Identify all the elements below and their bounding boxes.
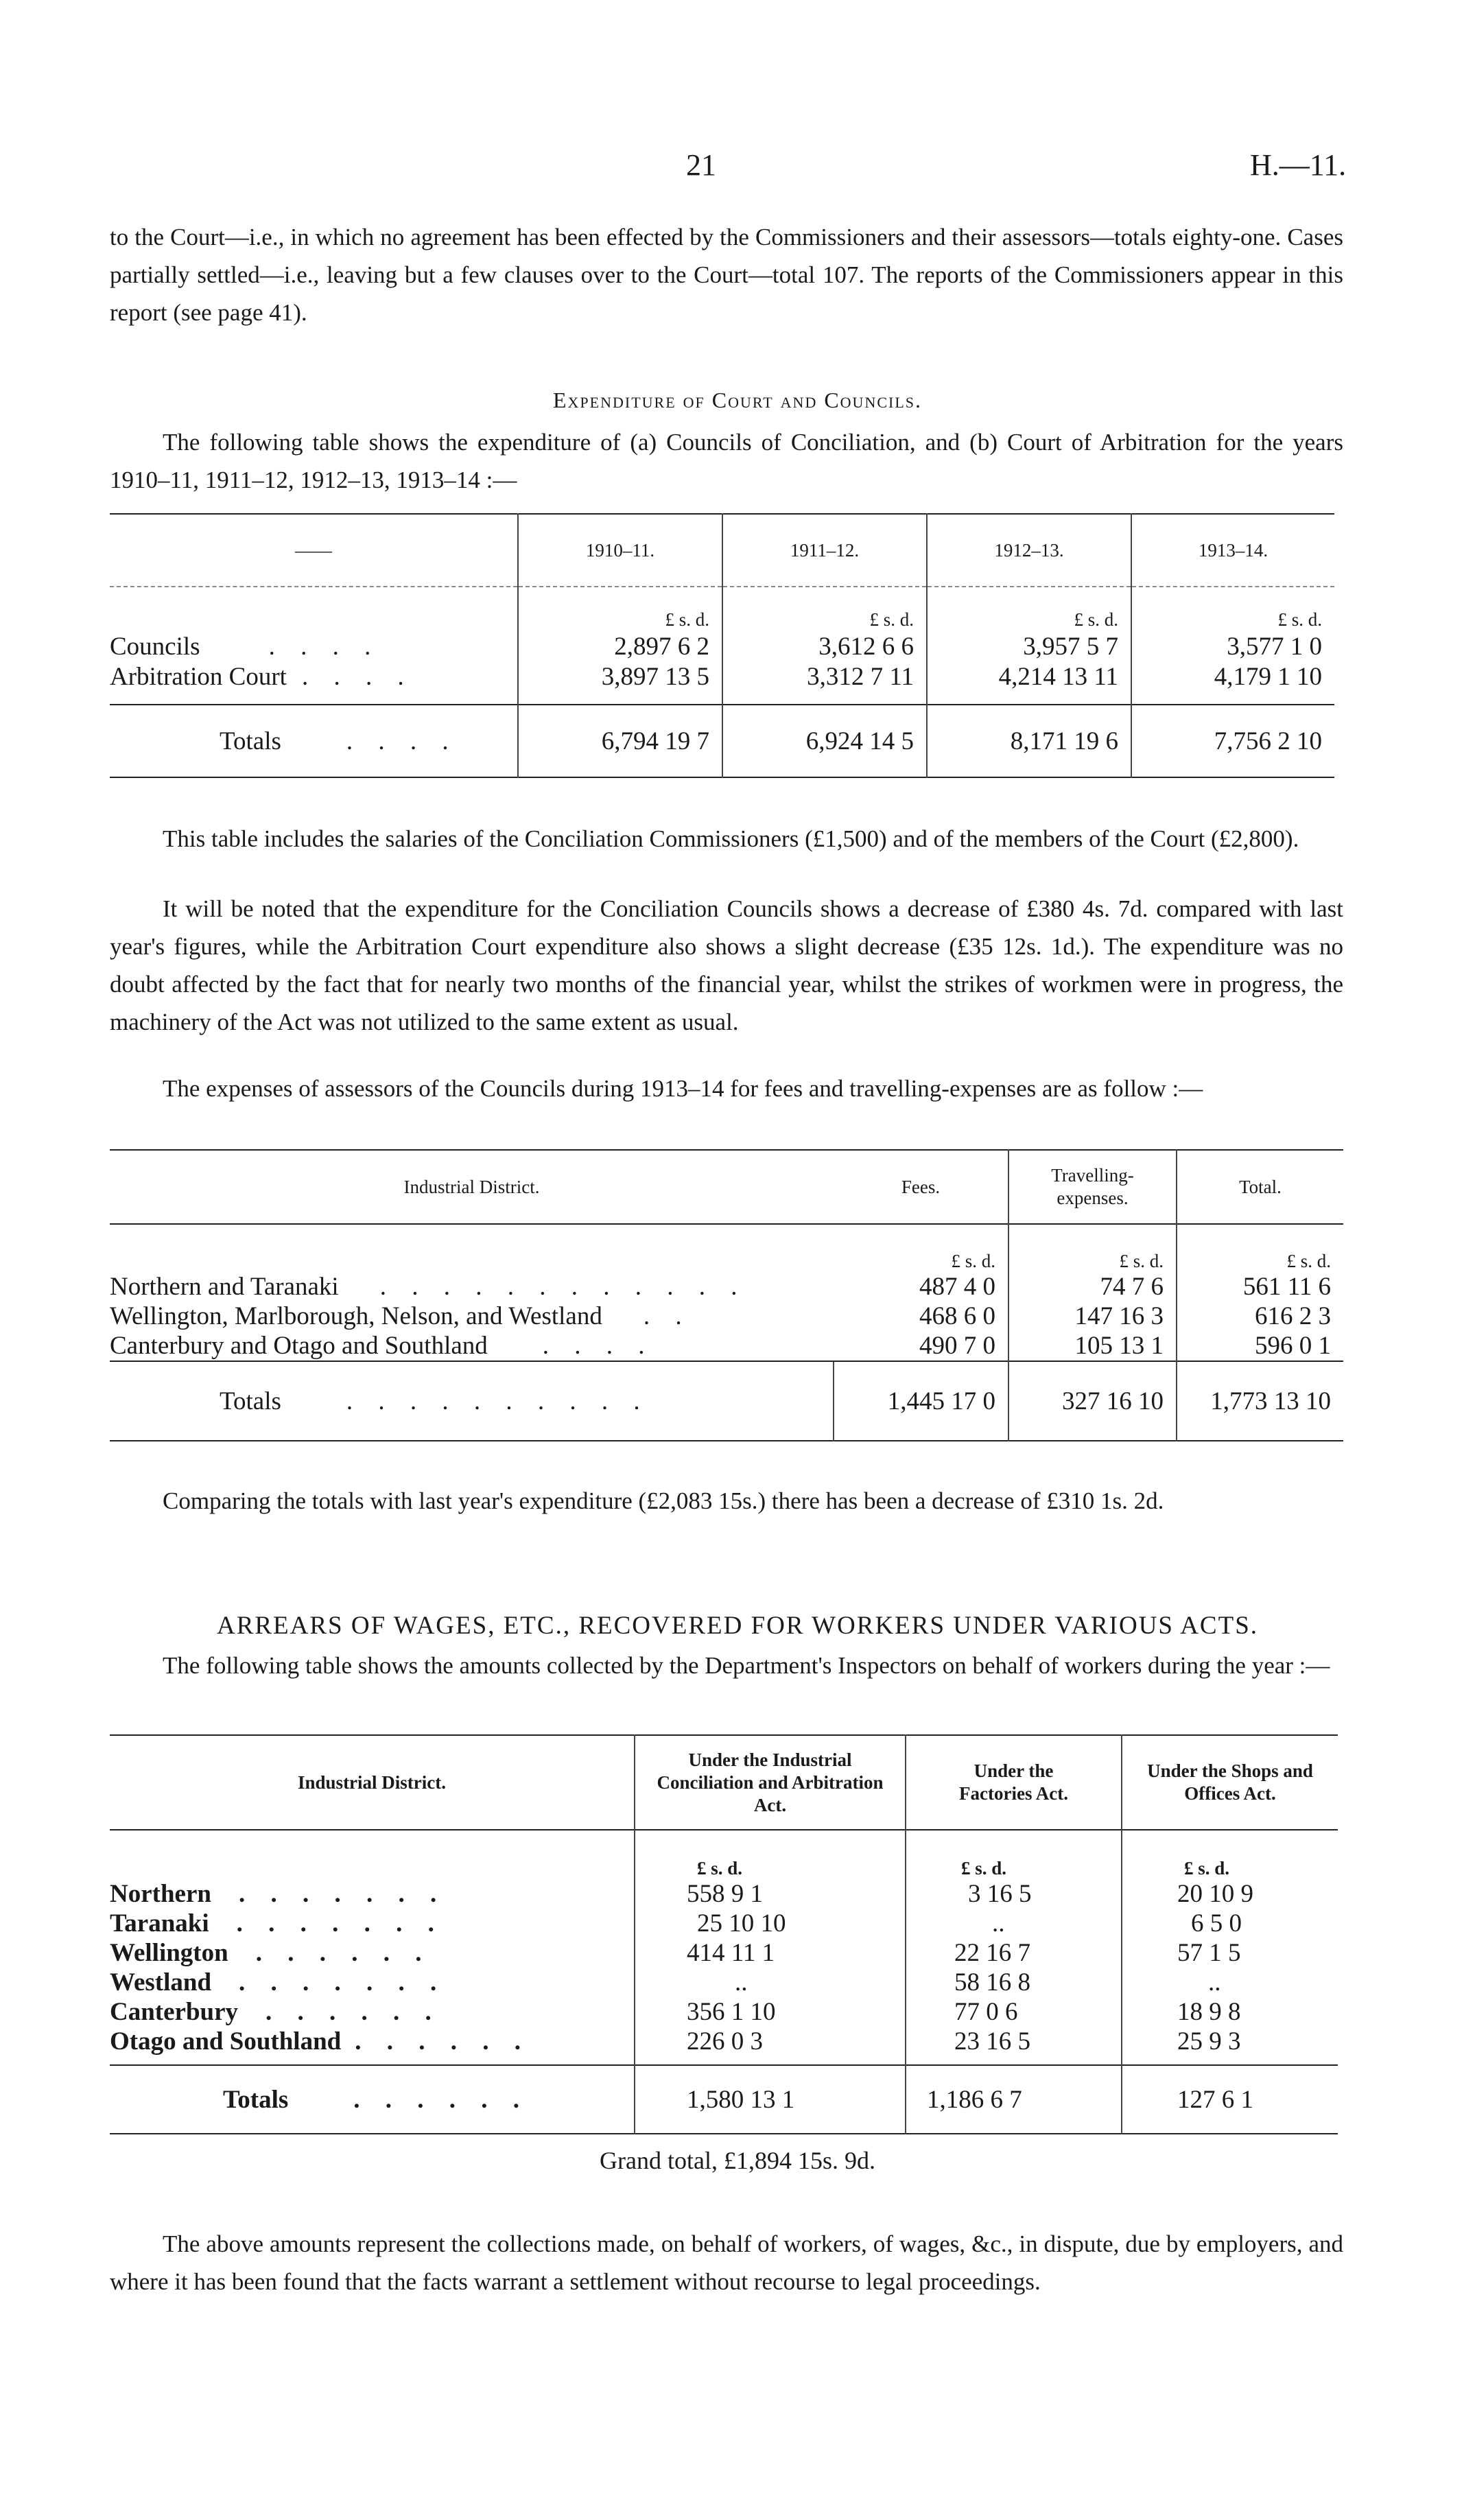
table-row <box>110 1909 1338 1938</box>
row-label: Westland <box>110 1968 212 1997</box>
table-row <box>110 2027 1338 2065</box>
table-row <box>110 631 1334 662</box>
expenditure-table <box>110 513 1334 778</box>
leader-dots: . . . . <box>542 1332 654 1360</box>
table-row <box>110 1331 1343 1361</box>
leader-dots: . . . . . . . . . . <box>346 1387 650 1415</box>
factories-header: Under the Factories Act. <box>906 1735 1122 1830</box>
section-heading-arrears: ARREARS OF WAGES, ETC., RECOVERED FOR WORKERS UNDER VARIOUS ACTS. <box>216 1612 1259 1640</box>
table-cell: 3,312 7 11 <box>722 662 927 705</box>
unit-header: £ s. d. <box>1008 1224 1177 1272</box>
totals-row <box>110 705 1334 777</box>
table-cell: 616 2 3 <box>1177 1302 1343 1331</box>
salaries-note: This table includes the salaries of the Conciliation Commissioners (£1,500) and of the members of the Court (£2,800). <box>163 825 1299 852</box>
row-label: Wellington, Marlborough, Nelson, and Westland <box>110 1302 602 1330</box>
comparison-paragraph: Comparing the totals with last year's expenditure (£2,083 15s.) there has been a decrease of £310 1s. 2d. <box>163 1487 1164 1514</box>
year-header: 1910–11. <box>518 514 722 587</box>
table-cell: 3,577 1 0 <box>1131 631 1334 662</box>
document-reference: H.—11. <box>1250 148 1347 182</box>
table-cell: .. <box>635 1968 906 1997</box>
unit-header: £ s. d. <box>518 587 722 631</box>
table-cell: 147 16 3 <box>1008 1302 1177 1331</box>
table-cell: 6,794 19 7 <box>518 705 722 777</box>
stub-header: —— <box>295 539 332 561</box>
table-cell: 6 5 0 <box>1122 1909 1338 1938</box>
unit-header: £ s. d. <box>951 1251 995 1271</box>
table-cell: .. <box>1122 1968 1338 1997</box>
leader-dots: . . . . . . . <box>239 1968 447 1997</box>
unit-header: £ s. d. <box>1131 587 1334 631</box>
table-cell: 490 7 0 <box>919 1332 995 1360</box>
arrears-table <box>110 1734 1338 2134</box>
leader-dots: . . <box>643 1302 692 1330</box>
table-cell: 105 13 1 <box>1008 1331 1177 1361</box>
table-cell: 25 10 10 <box>635 1909 906 1938</box>
table-cell: 4,214 13 11 <box>927 662 1131 705</box>
table-cell: 3,612 6 6 <box>722 631 927 662</box>
table-cell: 20 10 9 <box>1122 1879 1338 1909</box>
table-cell: 1,445 17 0 <box>834 1361 1008 1441</box>
page-number: 21 <box>686 148 716 182</box>
intro-paragraph: to the Court—i.e., in which no agreement has been effected by the Commissioners and their assessors—totals eighty-one. Cases partially settled—i.e., leaving but a few clauses over to the Court—total 107. The reports of the Commissioners appear in this report (see page 41). <box>110 224 1343 326</box>
assessors-table <box>110 1149 1343 1441</box>
table-cell: 561 11 6 <box>1177 1272 1343 1302</box>
leader-dots: . . . . . . . <box>238 1880 447 1908</box>
leader-dots: . . . . . . . . . . . . <box>379 1273 747 1301</box>
leader-dots: . . . . <box>301 663 414 691</box>
table-cell: 25 9 3 <box>1122 2027 1338 2065</box>
table-row <box>110 1879 1338 1909</box>
unit-header: £ s. d. <box>722 587 927 631</box>
totals-row <box>110 2065 1338 2134</box>
table-cell: 22 16 7 <box>906 1938 1122 1968</box>
shops-header: Under the Shops and Offices Act. <box>1122 1735 1338 1830</box>
year-header: 1913–14. <box>1131 514 1334 587</box>
row-label: Otago and Southland <box>110 2027 342 2056</box>
totals-label: Totals <box>220 727 281 755</box>
table-row <box>110 1302 1343 1331</box>
table-cell: 8,171 19 6 <box>927 705 1131 777</box>
table-cell: 1,580 13 1 <box>635 2065 906 2134</box>
leader-dots: . . . . . . <box>353 2085 530 2114</box>
table-cell: 7,756 2 10 <box>1131 705 1334 777</box>
table-cell: 2,897 6 2 <box>518 631 722 662</box>
row-label: Councils <box>110 632 200 661</box>
unit-header: £ s. d. <box>1122 1830 1338 1879</box>
expenditure-intro: The following table shows the expenditure of (a) Councils of Conciliation, and (b) Court of Arbitration for the years 1910–11, 1911–12, 1912–13, 1913–14 :— <box>110 429 1343 493</box>
expenditure-comment: It will be noted that the expenditure for the Conciliation Councils shows a decrease of £380 4s. 7d. compared with last year's figures, while the Arbitration Court expenditure also shows a slight decrease (£35 12s. 1d.). The expenditure was no doubt affected by the fact that for nearly two months of the financial year, whilst the strikes of workmen were in progress, the machinery of the Act was not utilized to the same extent as usual. <box>110 895 1343 1035</box>
table-cell: 1,186 6 7 <box>906 2065 1122 2134</box>
district-header: Industrial District. <box>403 1176 540 1197</box>
totals-label: Totals <box>223 2085 289 2114</box>
unit-header: £ s. d. <box>1177 1224 1343 1272</box>
leader-dots: . . . . . . <box>266 1998 441 2026</box>
year-header: 1912–13. <box>927 514 1131 587</box>
table-cell: 3,957 5 7 <box>927 631 1131 662</box>
travelling-header: Travelling-expenses. <box>1008 1150 1177 1224</box>
table-cell: 3,897 13 5 <box>518 662 722 705</box>
grand-total: Grand total, £1,894 15s. 9d. <box>600 2147 875 2174</box>
table-cell: 356 1 10 <box>635 1997 906 2027</box>
year-header: 1911–12. <box>722 514 927 587</box>
table-cell: 1,773 13 10 <box>1177 1361 1343 1441</box>
table-cell: 6,924 14 5 <box>722 705 927 777</box>
table-cell: 468 6 0 <box>919 1302 995 1330</box>
leader-dots: . . . . . . . <box>236 1909 444 1938</box>
table-cell: 57 1 5 <box>1122 1938 1338 1968</box>
table-cell: 226 0 3 <box>635 2027 906 2065</box>
table-cell: 414 11 1 <box>635 1938 906 1968</box>
section-heading-expenditure: Expenditure of Court and Councils. <box>552 388 923 412</box>
leader-dots: . . . . . . <box>255 1939 432 1967</box>
table-cell: 3 16 5 <box>906 1879 1122 1909</box>
unit-header: £ s. d. <box>927 587 1131 631</box>
table-cell: 58 16 8 <box>906 1968 1122 1997</box>
row-label: Northern and Taranaki <box>110 1273 339 1301</box>
arrears-intro: The following table shows the amounts collected by the Department's Inspectors on behalf of workers during the year :— <box>163 1652 1330 1679</box>
row-label: Arbitration Court <box>110 663 287 691</box>
leader-dots: . . . . . . <box>355 2027 530 2056</box>
totals-row <box>110 1361 1343 1441</box>
table-cell: 77 0 6 <box>906 1997 1122 2027</box>
table-cell: .. <box>906 1909 1122 1938</box>
row-label: Northern <box>110 1880 211 1908</box>
table-cell: 23 16 5 <box>906 2027 1122 2065</box>
unit-header: £ s. d. <box>635 1830 906 1879</box>
table-cell: 127 6 1 <box>1122 2065 1338 2134</box>
table-row <box>110 1997 1338 2027</box>
table-cell: 327 16 10 <box>1008 1361 1177 1441</box>
fees-header: Fees. <box>901 1176 941 1197</box>
total-header: Total. <box>1177 1150 1343 1224</box>
table-row <box>110 1938 1338 1968</box>
table-row <box>110 1272 1343 1302</box>
table-cell: 558 9 1 <box>635 1879 906 1909</box>
table-cell: 18 9 8 <box>1122 1997 1338 2027</box>
row-label: Canterbury <box>110 1998 239 2026</box>
table-row <box>110 662 1334 705</box>
totals-label: Totals <box>220 1387 281 1415</box>
row-label: Wellington <box>110 1939 228 1967</box>
table-cell: 596 0 1 <box>1177 1331 1343 1361</box>
closing-paragraph: The above amounts represent the collections made, on behalf of workers, of wages, &c., in dispute, due by employers, and where it has been found that the facts warrant a settlement without recourse to legal proceedings. <box>110 2230 1343 2295</box>
unit-header: £ s. d. <box>906 1830 1122 1879</box>
row-label: Taranaki <box>110 1909 209 1938</box>
table-cell: 74 7 6 <box>1008 1272 1177 1302</box>
icaa-header: Under the Industrial Conciliation and Arbitration Act. <box>635 1735 906 1830</box>
row-label: Canterbury and Otago and Southland <box>110 1332 488 1360</box>
table-row <box>110 1968 1338 1997</box>
leader-dots: . . . . <box>268 632 381 661</box>
district-header: Industrial District. <box>298 1771 446 1793</box>
table-cell: 487 4 0 <box>919 1273 995 1301</box>
table-cell: 4,179 1 10 <box>1131 662 1334 705</box>
assessors-intro: The expenses of assessors of the Councils during 1913–14 for fees and travelling-expenses are as follow :— <box>163 1075 1203 1102</box>
leader-dots: . . . . <box>346 727 458 755</box>
